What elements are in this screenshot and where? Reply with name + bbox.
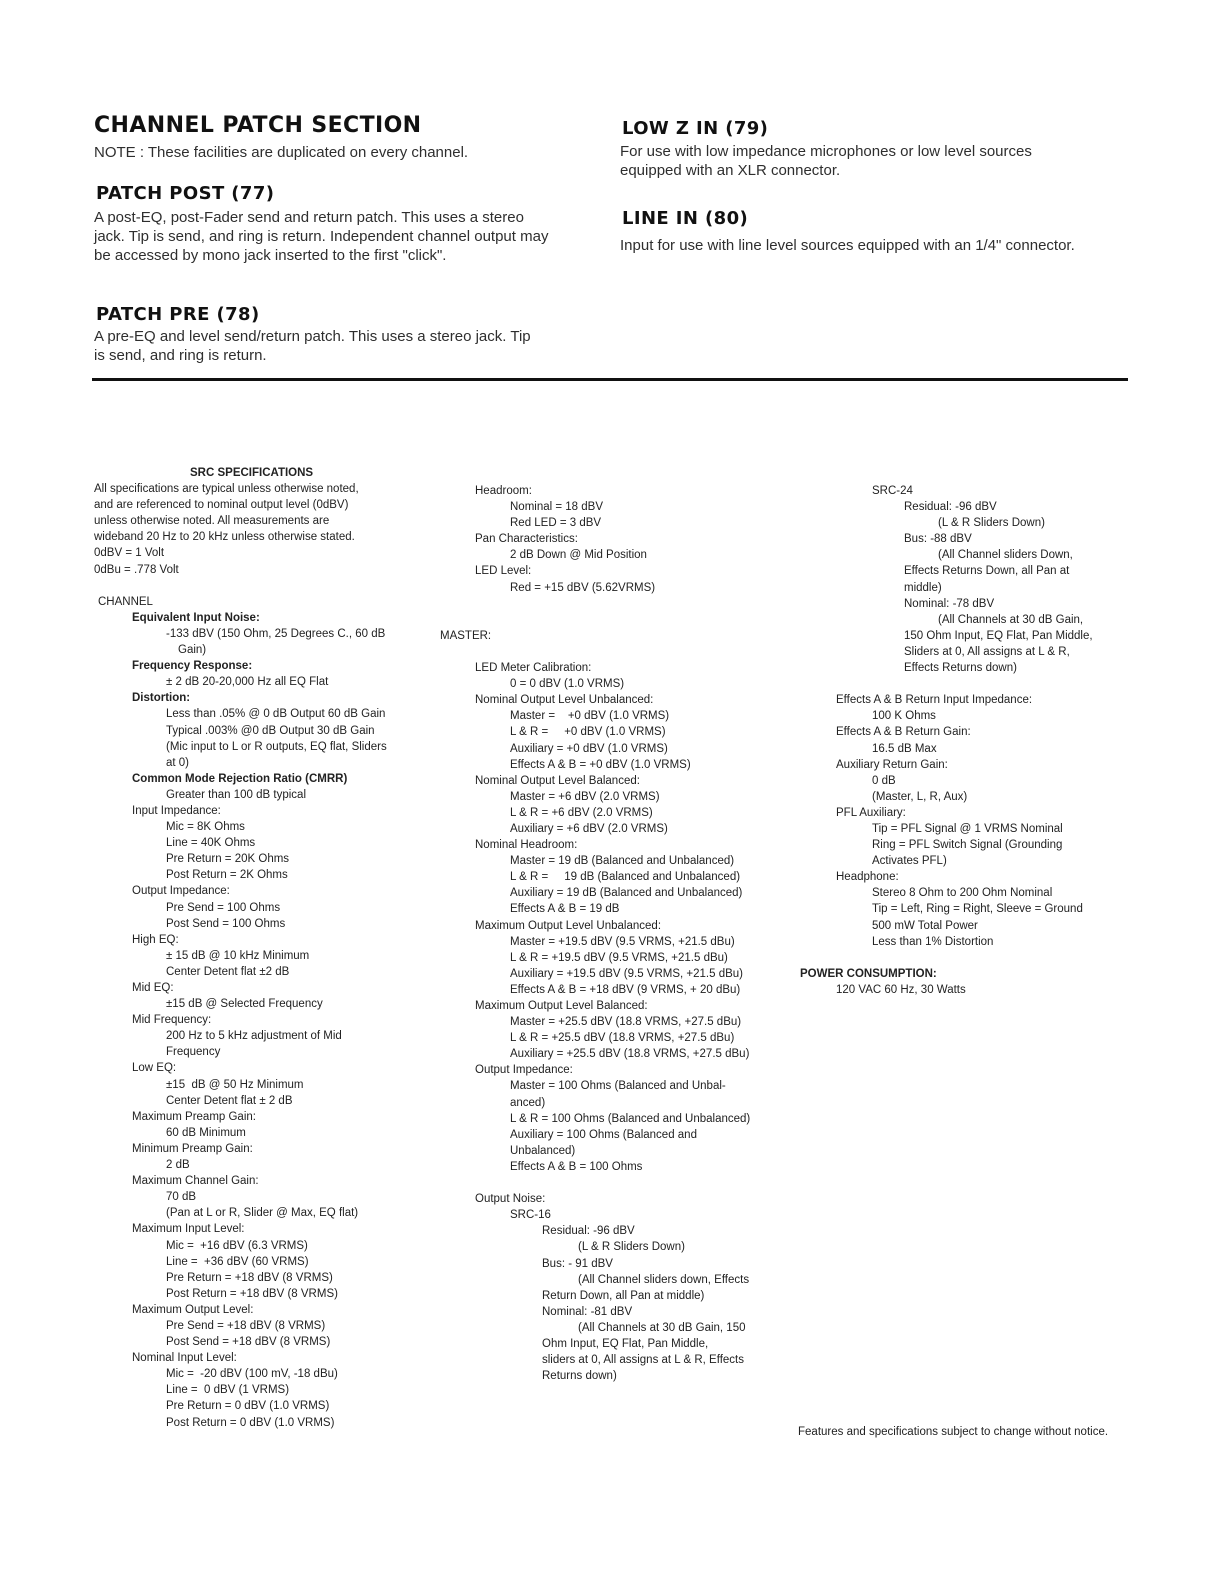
spec-line: Return Down, all Pan at middle) bbox=[542, 1289, 705, 1302]
spec-line: Auxiliary Return Gain: bbox=[836, 758, 948, 771]
spec-line: Master = 100 Ohms (Balanced and Unbal- bbox=[510, 1080, 726, 1093]
spec-line: Tip = PFL Signal @ 1 VRMS Nominal bbox=[872, 822, 1063, 835]
spec-line: -133 dBV (150 Ohm, 25 Degrees C., 60 dB bbox=[166, 627, 386, 640]
patch-post-line: A post-EQ, post-Fader send and return patch. This uses a stereo bbox=[94, 209, 524, 226]
spec-line: 0dBV = 1 Volt bbox=[94, 547, 165, 560]
spec-line: (Master, L, R, Aux) bbox=[872, 790, 968, 803]
spec-line: Frequency Response: bbox=[132, 660, 253, 673]
spec-line: Mic = 8K Ohms bbox=[166, 821, 245, 834]
spec-line: middle) bbox=[904, 581, 942, 594]
spec-line: 0 dB bbox=[872, 774, 896, 787]
spec-line: Activates PFL) bbox=[872, 855, 947, 868]
spec-line: 2 dB Down @ Mid Position bbox=[510, 549, 647, 562]
spec-line: Distortion: bbox=[132, 692, 191, 705]
spec-line: Effects A & B = 19 dB bbox=[510, 903, 620, 916]
specs-column-2 bbox=[440, 483, 800, 1384]
low-z-in-line: For use with low impedance microphones or low level sources bbox=[620, 143, 1032, 160]
spec-line bbox=[440, 1175, 800, 1191]
spec-line: Effects A & B = +0 dBV (1.0 VRMS) bbox=[510, 758, 691, 771]
spec-line: Auxiliary = +6 dBV (2.0 VRMS) bbox=[510, 822, 668, 835]
spec-line: Maximum Output Level: bbox=[132, 1303, 254, 1316]
spec-line: 60 dB Minimum bbox=[166, 1126, 246, 1139]
spec-line: at 0) bbox=[166, 756, 190, 769]
spec-line: Nominal: -78 dBV bbox=[904, 597, 995, 610]
spec-line: PFL Auxiliary: bbox=[836, 806, 906, 819]
spec-line: Equivalent Input Noise: bbox=[132, 611, 260, 624]
spec-line: Residual: -96 dBV bbox=[904, 501, 997, 514]
spec-line: L & R = +6 dBV (2.0 VRMS) bbox=[510, 806, 653, 819]
spec-line: Frequency bbox=[166, 1046, 221, 1059]
spec-line: 150 Ohm Input, EQ Flat, Pan Middle, bbox=[904, 629, 1093, 642]
channel-patch-note: NOTE : These facilities are duplicated on every channel. bbox=[94, 144, 469, 161]
spec-line: Pre Send = 100 Ohms bbox=[166, 901, 281, 914]
spec-line: (All Channels at 30 dB Gain, bbox=[938, 613, 1084, 626]
spec-line: Typical .003% @0 dB Output 30 dB Gain bbox=[166, 724, 375, 737]
spec-line: SRC-24 bbox=[872, 485, 913, 497]
spec-line: Master = +0 dBV (1.0 VRMS) bbox=[510, 710, 670, 723]
spec-line: Center Detent flat ±2 dB bbox=[166, 965, 290, 978]
specs-column-1 bbox=[94, 465, 444, 1431]
spec-line: Post Send = 100 Ohms bbox=[166, 917, 286, 930]
patch-post-text bbox=[94, 208, 604, 265]
low-z-in-text bbox=[620, 142, 1128, 180]
spec-line: Pre Send = +18 dBV (8 VRMS) bbox=[166, 1319, 326, 1332]
spec-line: Pre Return = +18 dBV (8 VRMS) bbox=[166, 1271, 333, 1284]
spec-line: L & R = +19.5 dBV (9.5 VRMS, +21.5 dBu) bbox=[510, 951, 728, 964]
spec-line: Residual: -96 dBV bbox=[542, 1225, 635, 1238]
spec-line: Master = 19 dB (Balanced and Unbalanced) bbox=[510, 855, 735, 868]
spec-line: Pan Characteristics: bbox=[475, 533, 578, 546]
spec-line: LED Level: bbox=[475, 565, 532, 578]
spec-line: Effects A & B Return Input Impedance: bbox=[836, 694, 1033, 707]
spec-line: Gain) bbox=[178, 644, 207, 657]
spec-line: (All Channel sliders down, Effects bbox=[578, 1273, 750, 1286]
spec-line bbox=[94, 578, 444, 594]
spec-line: Auxiliary = +0 dBV (1.0 VRMS) bbox=[510, 742, 668, 755]
spec-line: Master = +6 dBV (2.0 VRMS) bbox=[510, 790, 660, 803]
spec-line: ±15 dB @ Selected Frequency bbox=[166, 998, 323, 1011]
patch-pre-text bbox=[94, 327, 604, 365]
spec-line: Effects A & B = +18 dBV (9 VRMS, + 20 dBu) bbox=[510, 983, 741, 996]
spec-line: (All Channels at 30 dB Gain, 150 bbox=[578, 1321, 746, 1334]
spec-line: Mid Frequency: bbox=[132, 1014, 212, 1027]
line-in-text bbox=[620, 236, 1130, 255]
spec-line: 500 mW Total Power bbox=[872, 919, 978, 932]
patch-pre-line: A pre-EQ and level send/return patch. This uses a stereo jack. Tip bbox=[94, 328, 531, 345]
spec-line: SRC-16 bbox=[510, 1209, 551, 1222]
spec-line: 0 = 0 dBV (1.0 VRMS) bbox=[510, 678, 625, 691]
spec-line: Ring = PFL Switch Signal (Grounding bbox=[872, 839, 1063, 852]
spec-line: Auxiliary = 100 Ohms (Balanced and bbox=[510, 1128, 697, 1141]
spec-line: L & R = +25.5 dBV (18.8 VRMS, +27.5 dBu) bbox=[510, 1032, 735, 1045]
spec-line: unless otherwise noted. All measurements are bbox=[94, 515, 330, 528]
spec-line bbox=[440, 612, 800, 628]
spec-line: Red LED = 3 dBV bbox=[510, 517, 602, 530]
spec-line: anced) bbox=[510, 1096, 546, 1109]
spec-line: Maximum Input Level: bbox=[132, 1223, 245, 1236]
spec-line: Mic = +16 dBV (6.3 VRMS) bbox=[166, 1239, 308, 1252]
spec-line: Bus: - 91 dBV bbox=[542, 1257, 613, 1270]
spec-line: 120 VAC 60 Hz, 30 Watts bbox=[836, 983, 966, 996]
spec-line: Maximum Output Level Unbalanced: bbox=[475, 919, 662, 932]
spec-line bbox=[800, 676, 1130, 692]
spec-line: Nominal = 18 dBV bbox=[510, 501, 604, 514]
spec-line: Effects Returns Down, all Pan at bbox=[904, 565, 1070, 578]
spec-line: Line = +36 dBV (60 VRMS) bbox=[166, 1255, 309, 1268]
spec-line: ± 15 dB @ 10 kHz Minimum bbox=[166, 949, 310, 962]
patch-post-line: jack. Tip is send, and ring is return. Independent channel output may bbox=[94, 228, 549, 245]
spec-line: Returns down) bbox=[542, 1370, 617, 1383]
spec-line: Common Mode Rejection Ratio (CMRR) bbox=[132, 772, 348, 785]
spec-line: Nominal Input Level: bbox=[132, 1352, 237, 1365]
spec-line: Pre Return = 0 dBV (1.0 VRMS) bbox=[166, 1400, 330, 1413]
spec-line: (L & R Sliders Down) bbox=[938, 517, 1045, 530]
spec-line: Output Impedance: bbox=[132, 885, 230, 898]
patch-post-heading: PATCH POST (77) bbox=[96, 183, 275, 204]
spec-line: Post Return = +18 dBV (8 VRMS) bbox=[166, 1287, 338, 1300]
spec-line: ± 2 dB 20-20,000 Hz all EQ Flat bbox=[166, 676, 329, 689]
low-z-in-heading: LOW Z IN (79) bbox=[622, 118, 769, 139]
spec-line: POWER CONSUMPTION: bbox=[800, 967, 937, 980]
spec-line: Nominal Headroom: bbox=[475, 839, 578, 852]
spec-line: Post Send = +18 dBV (8 VRMS) bbox=[166, 1336, 331, 1349]
spec-line: 70 dB bbox=[166, 1191, 197, 1204]
spec-line: 0dBu = .778 Volt bbox=[94, 563, 179, 576]
spec-line: Tip = Left, Ring = Right, Sleeve = Ground bbox=[872, 903, 1083, 916]
patch-post-line: be accessed by mono jack inserted to the first "click". bbox=[94, 247, 447, 264]
spec-line: (Pan at L or R, Slider @ Max, EQ flat) bbox=[166, 1207, 359, 1220]
spec-line: Less than 1% Distortion bbox=[872, 935, 994, 948]
line-in-heading: LINE IN (80) bbox=[622, 208, 749, 229]
spec-line: Nominal Output Level Unbalanced: bbox=[475, 694, 654, 707]
spec-line: Input Impedance: bbox=[132, 804, 221, 817]
spec-line: Mic = -20 dBV (100 mV, -18 dBu) bbox=[166, 1368, 338, 1381]
spec-line: Maximum Output Level Balanced: bbox=[475, 1000, 648, 1012]
spec-line: L & R = 19 dB (Balanced and Unbalanced) bbox=[510, 871, 741, 884]
spec-line: Master = +25.5 dBV (18.8 VRMS, +27.5 dBu) bbox=[510, 1016, 742, 1029]
specs-column-3 bbox=[800, 483, 1130, 998]
spec-line: Nominal: -81 dBV bbox=[542, 1305, 633, 1318]
spec-line: Greater than 100 dB typical bbox=[166, 788, 306, 801]
spec-line: and are referenced to nominal output level (0dBV) bbox=[94, 499, 349, 512]
spec-line: Stereo 8 Ohm to 200 Ohm Nominal bbox=[872, 887, 1053, 900]
spec-line: Effects A & B = 100 Ohms bbox=[510, 1160, 643, 1173]
spec-line: (All Channel sliders Down, bbox=[938, 549, 1073, 562]
spec-line: Output Impedance: bbox=[475, 1064, 573, 1077]
spec-line bbox=[440, 644, 800, 660]
spec-line: Maximum Channel Gain: bbox=[132, 1175, 259, 1188]
spec-line: L & R = +0 dBV (1.0 VRMS) bbox=[510, 726, 666, 739]
spec-line: wideband 20 Hz to 20 kHz unless otherwise stated. bbox=[94, 531, 355, 544]
low-z-in-line: equipped with an XLR connector. bbox=[620, 162, 841, 179]
spec-line: Auxiliary = 19 dB (Balanced and Unbalanced) bbox=[510, 887, 743, 900]
spec-line: Nominal Output Level Balanced: bbox=[475, 774, 640, 787]
spec-line: 2 dB bbox=[166, 1159, 190, 1172]
spec-line bbox=[800, 950, 1130, 966]
spec-line: SRC SPECIFICATIONS bbox=[190, 467, 314, 479]
spec-line: sliders at 0, All assigns at L & R, Effects bbox=[542, 1354, 744, 1367]
spec-line: Minimum Preamp Gain: bbox=[132, 1142, 253, 1155]
spec-line: Auxiliary = +25.5 dBV (18.8 VRMS, +27.5 dBu) bbox=[510, 1048, 750, 1061]
spec-line: LED Meter Calibration: bbox=[475, 662, 592, 675]
line-in-line: Input for use with line level sources equipped with an 1/4" connector. bbox=[620, 237, 1075, 254]
spec-line: Center Detent flat ± 2 dB bbox=[166, 1094, 293, 1107]
spec-line: CHANNEL bbox=[98, 595, 153, 608]
spec-line: MASTER: bbox=[440, 629, 492, 642]
spec-line: Line = 0 dBV (1 VRMS) bbox=[166, 1384, 290, 1397]
spec-line: Maximum Preamp Gain: bbox=[132, 1110, 256, 1123]
spec-line: Effects Returns down) bbox=[904, 662, 1017, 675]
spec-line: ±15 dB @ 50 Hz Minimum bbox=[166, 1078, 304, 1091]
spec-line: Headphone: bbox=[836, 871, 899, 884]
spec-line: Bus: -88 dBV bbox=[904, 533, 972, 546]
patch-pre-heading: PATCH PRE (78) bbox=[96, 304, 260, 325]
spec-line: High EQ: bbox=[132, 933, 179, 946]
patch-pre-line: is send, and ring is return. bbox=[94, 347, 267, 364]
spec-line: Line = 40K Ohms bbox=[166, 837, 256, 850]
spec-line: Effects A & B Return Gain: bbox=[836, 726, 971, 739]
spec-line: (L & R Sliders Down) bbox=[578, 1241, 685, 1254]
spec-line: Ohm Input, EQ Flat, Pan Middle, bbox=[542, 1337, 709, 1350]
spec-line: Unbalanced) bbox=[510, 1144, 576, 1157]
spec-line: Low EQ: bbox=[132, 1062, 177, 1075]
spec-line: (Mic input to L or R outputs, EQ flat, Sliders bbox=[166, 740, 387, 753]
spec-line: Pre Return = 20K Ohms bbox=[166, 853, 290, 866]
spec-line: 200 Hz to 5 kHz adjustment of Mid bbox=[166, 1030, 342, 1043]
spec-line: Output Noise: bbox=[475, 1193, 546, 1206]
spec-line bbox=[440, 596, 800, 612]
spec-line: Post Return = 0 dBV (1.0 VRMS) bbox=[166, 1416, 335, 1429]
spec-line: Sliders at 0, All assigns at L & R, bbox=[904, 645, 1070, 658]
spec-line: Post Return = 2K Ohms bbox=[166, 869, 288, 882]
spec-line: L & R = 100 Ohms (Balanced and Unbalanced) bbox=[510, 1112, 751, 1125]
spec-line: All specifications are typical unless otherwise noted, bbox=[94, 483, 359, 496]
spec-line: Red = +15 dBV (5.62VRMS) bbox=[510, 581, 656, 594]
spec-line: Headroom: bbox=[475, 485, 532, 497]
spec-line: Mid EQ: bbox=[132, 982, 174, 994]
spec-line: Auxiliary = +19.5 dBV (9.5 VRMS, +21.5 dBu) bbox=[510, 967, 743, 980]
section-divider bbox=[92, 378, 1128, 381]
spec-line: Less than .05% @ 0 dB Output 60 dB Gain bbox=[166, 708, 386, 721]
spec-line: 16.5 dB Max bbox=[872, 742, 937, 755]
spec-line: Master = +19.5 dBV (9.5 VRMS, +21.5 dBu) bbox=[510, 935, 735, 948]
specs-footnote: Features and specifications subject to change without notice. bbox=[798, 1426, 1109, 1438]
channel-patch-section-heading: CHANNEL PATCH SECTION bbox=[94, 113, 422, 138]
spec-line: 100 K Ohms bbox=[872, 710, 936, 723]
